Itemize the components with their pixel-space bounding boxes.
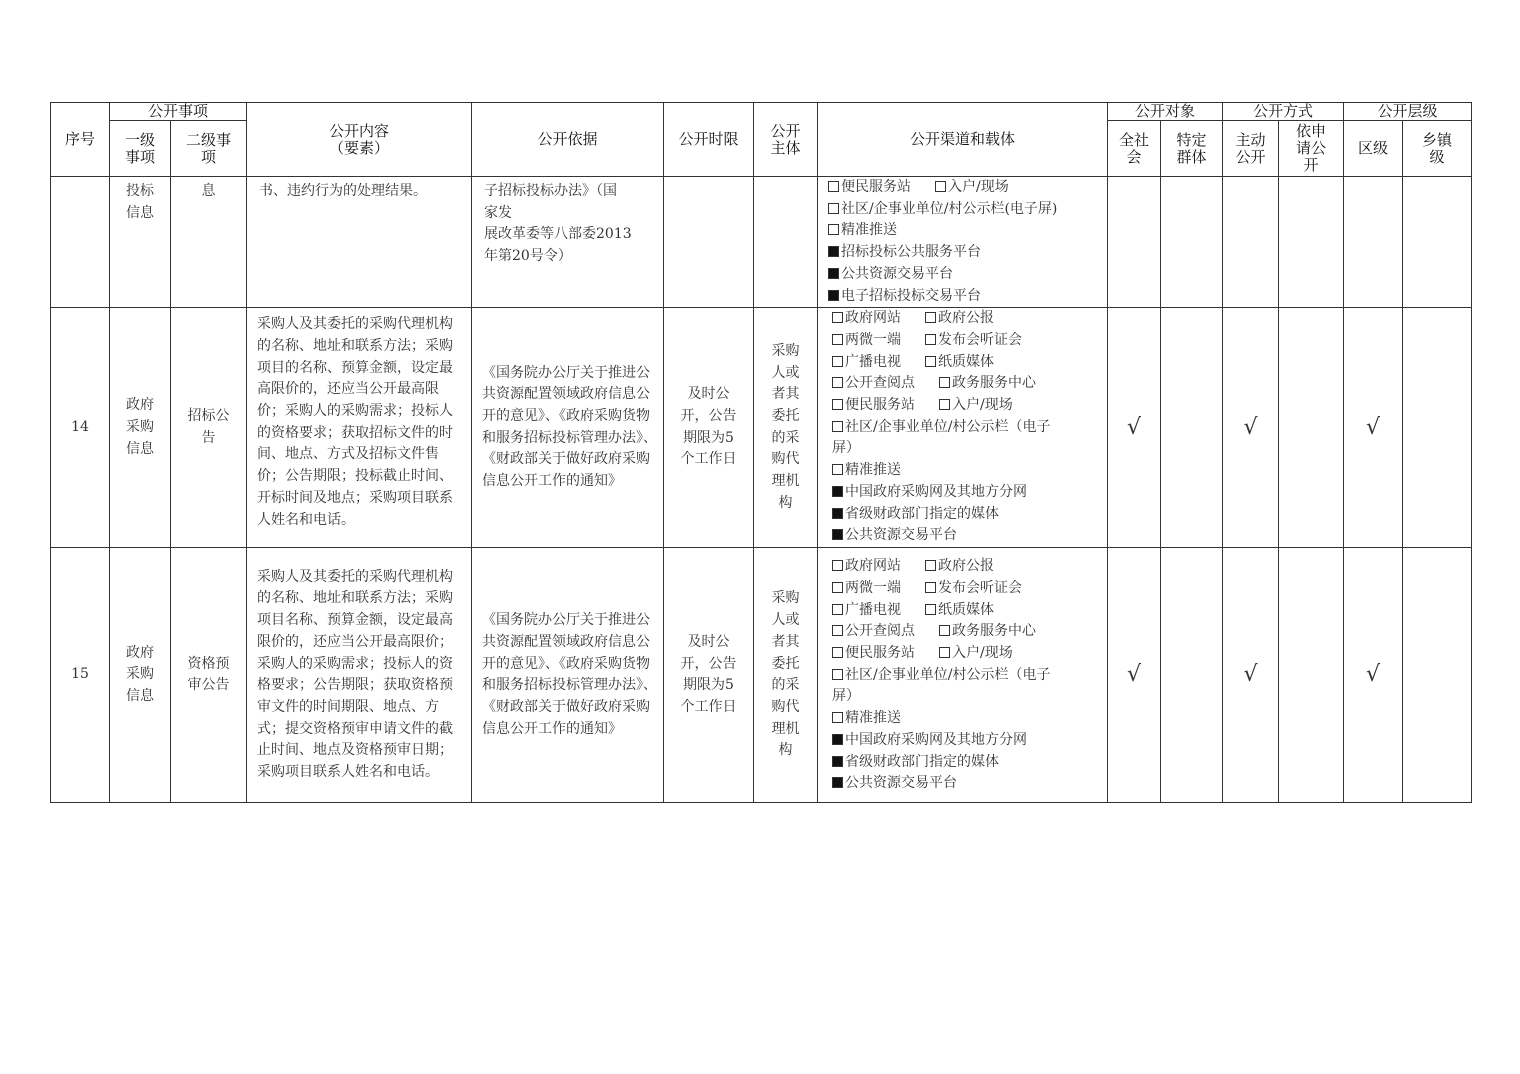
header-channels: 公开渠道和载体: [818, 103, 1108, 177]
table-row: [51, 548, 1472, 803]
channel-line: [832, 373, 1107, 395]
row-time-limit: 及时公 开，公告 期限为5 个工作日: [664, 548, 754, 803]
row-channels: [818, 308, 1108, 548]
channel-label: 政务服务中心: [952, 375, 1037, 392]
unchecked-box-icon: [832, 625, 843, 636]
unchecked-box-icon: [832, 334, 843, 345]
checked-box-icon: [828, 268, 839, 279]
header-level-district: 区级: [1344, 121, 1403, 177]
channel-label: 公共资源交易平台: [845, 775, 958, 792]
header-target-all: 全社 会: [1108, 121, 1161, 177]
channel-label: 省级财政部门指定的媒体: [845, 753, 1000, 770]
channel-label: 便民服务站: [841, 179, 912, 195]
channel-label: 纸质媒体: [938, 353, 995, 370]
unchecked-box-icon: [828, 224, 839, 235]
unchecked-box-icon: [832, 312, 843, 323]
row-subject: 采购 人或 者其 委托 的采 购代 理机 构: [754, 548, 818, 803]
unchecked-box-icon: [939, 625, 950, 636]
unchecked-box-icon: [832, 421, 843, 432]
channel-label: 广播电视: [845, 353, 902, 370]
table-row: [51, 308, 1472, 548]
channel-label: 入户/现场: [952, 397, 1013, 414]
row-channels: [818, 548, 1108, 803]
channel-label: 屏）: [832, 688, 861, 705]
row-seq: [51, 177, 110, 308]
unchecked-box-icon: [832, 712, 843, 723]
row-seq: 15: [51, 548, 110, 803]
unchecked-box-icon: [832, 647, 843, 658]
channel-line: [832, 665, 1107, 687]
channel-label: 屏）: [832, 440, 861, 457]
header-method-apply: 依申 请公 开: [1279, 121, 1344, 177]
unchecked-box-icon: [832, 377, 843, 388]
row-target-specific: [1161, 308, 1223, 548]
channel-label: 入户/现场: [952, 645, 1013, 662]
checked-box-icon: [832, 508, 843, 519]
channel-line: [832, 417, 1107, 439]
row-subject: [754, 177, 818, 308]
unchecked-box-icon: [832, 356, 843, 367]
channel-line: [832, 730, 1107, 752]
channel-label: 便民服务站: [845, 645, 916, 662]
row-seq: 14: [51, 308, 110, 548]
channel-label: 社区/企事业单位/村公示栏(电子屏): [841, 200, 1058, 217]
channel-line: [828, 199, 1107, 221]
row-level2: 息: [171, 177, 247, 308]
unchecked-box-icon: [935, 181, 946, 192]
unchecked-box-icon: [925, 334, 936, 345]
unchecked-box-icon: [828, 181, 839, 192]
unchecked-box-icon: [828, 203, 839, 214]
channel-label: 政府公报: [938, 558, 995, 575]
row-channels: [818, 177, 1108, 308]
unchecked-box-icon: [925, 560, 936, 571]
channel-label: 公共资源交易平台: [845, 527, 958, 544]
header-method-active: 主动 公开: [1223, 121, 1279, 177]
row-method-active: [1223, 177, 1279, 308]
channel-line: [832, 438, 1107, 460]
channel-label: 广播电视: [845, 601, 902, 618]
channel-line: [832, 525, 1107, 547]
unchecked-box-icon: [939, 399, 950, 410]
row-method-apply: [1279, 548, 1344, 803]
row-time-limit: 及时公 开，公告 期限为5 个工作日: [664, 308, 754, 548]
channel-label: 中国政府采购网及其地方分网: [845, 483, 1028, 500]
channel-label: 发布会听证会: [938, 579, 1023, 596]
checked-box-icon: [828, 246, 839, 257]
channel-line: [832, 686, 1107, 708]
checked-box-icon: [832, 529, 843, 540]
header-method-group: 公开方式: [1223, 103, 1344, 121]
row-content: 采购人及其委托的采购代理机构的名称、地址和联系方法；采购项目名称、预算金额，设定最高限价的，还应当公开最高限价；采购人的采购需求；投标人的资格要求；公告期限；获取资格预审文件的时间期限、地点、方式；提交资格预审申请文件的截止时间、地点及资格预审日期；采购项目联系人姓名和电话。: [247, 548, 472, 803]
channel-line: [828, 242, 1107, 264]
channel-line: [828, 220, 1107, 242]
channel-label: 公共资源交易平台: [841, 265, 954, 282]
channel-label: 政府公报: [938, 310, 995, 327]
channel-line: [828, 286, 1107, 308]
channel-label: 招标投标公共服务平台: [841, 244, 982, 261]
checked-box-icon: [832, 777, 843, 788]
unchecked-box-icon: [925, 604, 936, 615]
unchecked-box-icon: [832, 604, 843, 615]
channel-line: [832, 460, 1107, 482]
row-method-apply: [1279, 308, 1344, 548]
row-level-town: [1403, 177, 1472, 308]
header-content: 公开内容 （要素）: [247, 103, 472, 177]
header-level1: 一级 事项: [110, 121, 171, 177]
checked-box-icon: [832, 486, 843, 497]
channel-line: [832, 578, 1107, 600]
header-matter-group: 公开事项: [110, 103, 247, 121]
channel-label: 社区/企事业单位/村公示栏（电子: [845, 666, 1051, 683]
channel-label: 政务服务中心: [952, 623, 1037, 640]
unchecked-box-icon: [832, 560, 843, 571]
header-level2: 二级事 项: [171, 121, 247, 177]
channel-label: 两微一端: [845, 331, 902, 348]
channel-line: [832, 308, 1107, 330]
channel-line: [832, 708, 1107, 730]
row-level2: 招标公 告: [171, 308, 247, 548]
channel-line: [832, 504, 1107, 526]
row-level-district: √: [1344, 548, 1403, 803]
row-target-specific: [1161, 177, 1223, 308]
header-target-group: 公开对象: [1108, 103, 1223, 121]
channel-label: 政府网站: [845, 558, 902, 575]
unchecked-box-icon: [832, 669, 843, 680]
row-level1: 投标 信息: [110, 177, 171, 308]
checked-box-icon: [832, 734, 843, 745]
channel-label: 发布会听证会: [938, 331, 1023, 348]
row-time-limit: [664, 177, 754, 308]
row-target-all: [1108, 177, 1161, 308]
row-level-town: [1403, 308, 1472, 548]
row-target-specific: [1161, 548, 1223, 803]
channel-line: [832, 752, 1107, 774]
row-content: 书、违约行为的处理结果。: [247, 177, 472, 308]
unchecked-box-icon: [925, 582, 936, 593]
channel-label: 入户/现场: [948, 179, 1009, 195]
checked-box-icon: [832, 756, 843, 767]
row-method-active: √: [1223, 548, 1279, 803]
unchecked-box-icon: [832, 582, 843, 593]
row-basis: 《国务院办公厅关于推进公共资源配置领域政府信息公开的意见》、《政府采购货物和服务招标投标管理办法》、《财政部关于做好政府采购信息公开工作的通知》: [472, 548, 664, 803]
channel-line: [832, 482, 1107, 504]
checked-box-icon: [828, 290, 839, 301]
channel-label: 中国政府采购网及其地方分网: [845, 731, 1028, 748]
row-target-all: √: [1108, 308, 1161, 548]
channel-label: 精准推送: [845, 462, 902, 479]
header-subject: 公开 主体: [754, 103, 818, 177]
row-target-all: √: [1108, 548, 1161, 803]
channel-line: [832, 600, 1107, 622]
row-level2: 资格预 审公告: [171, 548, 247, 803]
row-content: 采购人及其委托的采购代理机构的名称、地址和联系方法；采购项目的名称、预算金额，设定最高限价的，还应当公开最高限价；采购人的采购需求；投标人的资格要求；获取招标文件的时间、地点、方式及招标文件售价；公告期限；投标截止时间、开标时间及地点；采购项目联系人姓名和电话。: [247, 308, 472, 548]
row-basis: 《国务院办公厅关于推进公共资源配置领域政府信息公开的意见》、《政府采购货物和服务招标投标管理办法》、《财政部关于做好政府采购信息公开工作的通知》: [472, 308, 664, 548]
channel-line: [832, 621, 1107, 643]
header-basis: 公开依据: [472, 103, 664, 177]
channel-label: 电子招标投标交易平台: [841, 287, 982, 304]
channel-label: 省级财政部门指定的媒体: [845, 505, 1000, 522]
channel-line: [832, 773, 1107, 795]
row-basis: 子招标投标办法》（国 家发 展改革委等八部委2013 年第20号令）: [472, 177, 664, 308]
channel-line: [828, 177, 1107, 199]
unchecked-box-icon: [925, 312, 936, 323]
channel-line: [832, 352, 1107, 374]
channel-label: 政府网站: [845, 310, 902, 327]
unchecked-box-icon: [832, 399, 843, 410]
row-level-district: √: [1344, 308, 1403, 548]
unchecked-box-icon: [832, 464, 843, 475]
header-level-town: 乡镇 级: [1403, 121, 1472, 177]
channel-label: 精准推送: [845, 710, 902, 727]
channel-label: 便民服务站: [845, 397, 916, 414]
row-method-active: √: [1223, 308, 1279, 548]
row-level-town: [1403, 548, 1472, 803]
header-level-group: 公开层级: [1344, 103, 1472, 121]
row-method-apply: [1279, 177, 1344, 308]
channel-label: 纸质媒体: [938, 601, 995, 618]
disclosure-table: [50, 102, 1472, 803]
row-level1: 政府 采购 信息: [110, 308, 171, 548]
row-level-district: [1344, 177, 1403, 308]
row-level1: 政府 采购 信息: [110, 548, 171, 803]
unchecked-box-icon: [925, 356, 936, 367]
header-time-limit: 公开时限: [664, 103, 754, 177]
header-target-specific: 特定 群体: [1161, 121, 1223, 177]
channel-label: 精准推送: [841, 222, 898, 239]
channel-label: 公开查阅点: [845, 375, 916, 392]
channel-label: 两微一端: [845, 579, 902, 596]
channel-line: [832, 643, 1107, 665]
unchecked-box-icon: [939, 377, 950, 388]
channel-line: [832, 330, 1107, 352]
channel-line: [828, 264, 1107, 286]
row-subject: 采购 人或 者其 委托 的采 购代 理机 构: [754, 308, 818, 548]
channel-line: [832, 395, 1107, 417]
channel-label: 社区/企事业单位/村公示栏（电子: [845, 418, 1051, 435]
header-seq: 序号: [51, 103, 110, 177]
channel-label: 公开查阅点: [845, 623, 916, 640]
table-row: [51, 177, 1472, 308]
unchecked-box-icon: [939, 647, 950, 658]
channel-line: [832, 556, 1107, 578]
